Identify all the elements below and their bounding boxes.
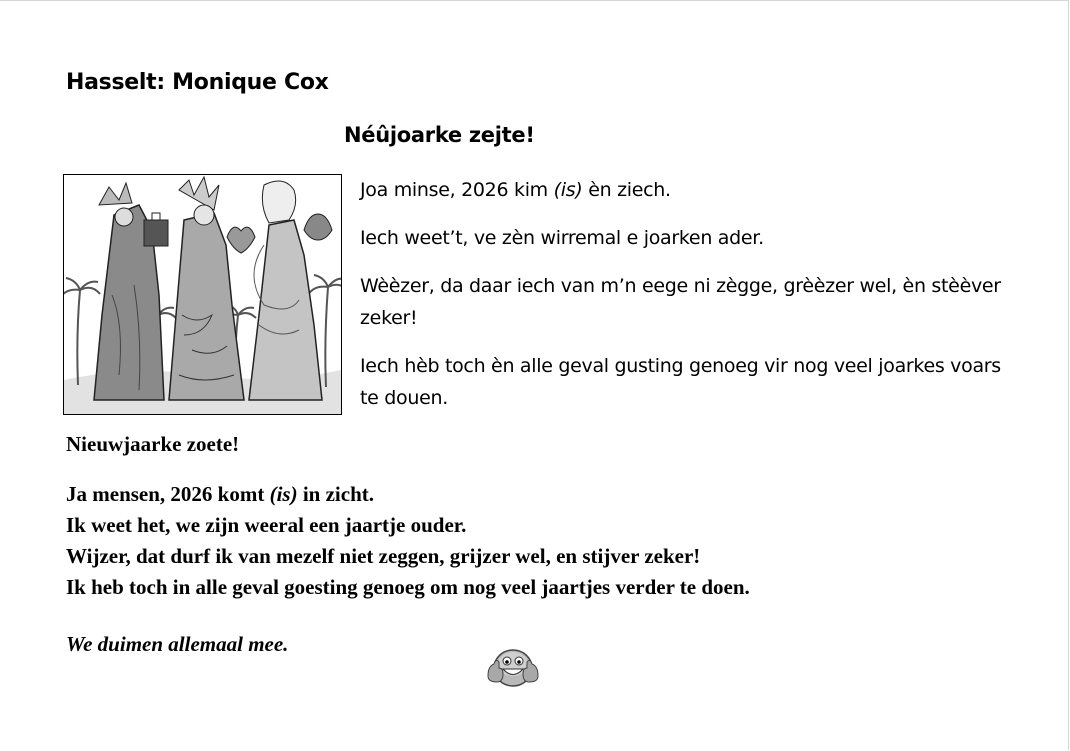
dialect-title: Néûjoarke zejte! [344,123,535,147]
dialect-paragraph-2: Iech weet’t, ve zèn wirremal e joarken ader. [360,227,764,249]
three-kings-illustration [63,174,342,415]
dutch-l1-text-a: Ja mensen, 2026 komt [66,482,270,506]
dutch-line-2: Ik weet het, we zijn weeral een jaartje ouder. [66,513,467,537]
dutch-line-1 [66,479,1026,510]
dutch-l1-emphasis: (is) [269,482,298,506]
dialect-p1-text-a: Joa minse, 2026 kim [360,179,554,201]
dialect-paragraph-3: Wèèzer, da daar iech van m’n eege ni zègge, grèèzer wel, èn stèèver zeker! [360,275,1001,329]
dutch-l1-text-b: in zicht. [297,482,375,506]
dialect-p1-text-b: èn ziech. [582,179,671,201]
dutch-line-3: Wijzer, dat durf ik van mezelf niet zeggen, grijzer wel, en stijver zeker! [66,544,701,568]
dutch-title: Nieuwjaarke zoete! [66,432,240,456]
author-heading: Hasselt: Monique Cox [66,70,329,95]
dialect-paragraph-4: Iech hèb toch èn alle geval gusting genoeg vir nog veel joarkes voars te douen. [360,355,1001,409]
thumbs-up-smiley-icon [484,642,542,688]
dialect-paragraph-1 [360,174,1010,206]
closing-line: We duimen allemaal mee. [66,632,289,656]
dutch-line-4: Ik heb toch in alle geval goesting genoeg om nog veel jaartjes verder te doen. [66,575,750,599]
dutch-text-block [66,479,1026,603]
dialect-p1-emphasis: (is) [553,179,583,201]
